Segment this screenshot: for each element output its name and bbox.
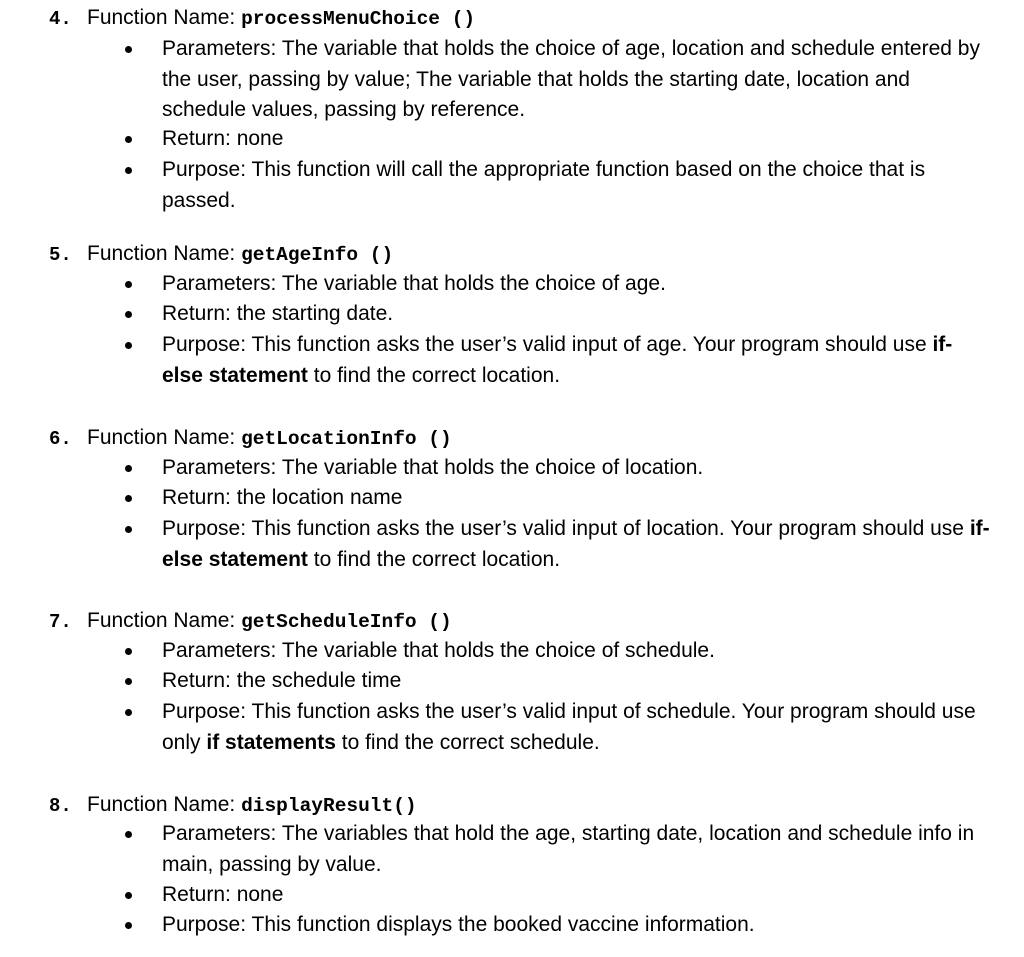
bullet-icon [124,514,134,524]
item-text [162,514,992,575]
item-text: Parameters: The variable that holds the choice of age. [162,272,666,295]
item-text: Return: the schedule time [162,669,402,692]
function-name-code: processMenuChoice () [241,8,476,30]
bullet-icon [124,269,134,279]
item-text-post: to find the correct schedule. [335,730,600,754]
function-name-label: Function Name: [87,426,242,449]
section-heading [49,239,393,269]
item-text-pre: Purpose: This function asks the user’s valid input of location. Your program should use [162,517,970,540]
item-text: Return: the starting date. [162,302,394,325]
bullet-icon [124,697,134,707]
bullet-icon [124,910,134,920]
function-name-label: Function Name: [87,609,242,632]
item-text-post: to find the correct location. [307,547,561,571]
section-number: 7. [49,611,72,633]
bullet-icon [124,880,134,890]
section-number: 4. [49,8,72,30]
function-name-code: displayResult() [241,795,417,817]
bullet-icon [124,483,134,493]
item-text: Purpose: This function will call the appropriate function based on the choice that is passed. [162,158,926,212]
item-text: Purpose: This function displays the booked vaccine information. [162,913,755,936]
bullet-icon [124,453,134,463]
item-text: Parameters: The variable that holds the choice of age, location and schedule entered by the user, passing by value; The variable that holds the starting date, location and schedule values, passing by reference. [162,37,980,121]
item-text: Return: none [162,883,284,906]
section-heading [49,790,417,820]
function-name-label: Function Name: [87,242,242,265]
function-name-code: getAgeInfo () [241,244,394,266]
item-text-keyword: if statements [206,730,336,754]
section-heading [49,606,452,636]
bullet-icon [124,330,134,340]
bullet-icon [124,124,134,134]
function-name-label: Function Name: [87,793,242,816]
item-text-post: to find the correct location. [307,363,561,387]
item-text: Parameters: The variable that holds the choice of location. [162,456,704,479]
section-heading [49,423,452,453]
item-text-pre: Purpose: This function asks the user’s valid input of schedule. Your program should use only [162,700,976,754]
section-number: 8. [49,795,72,817]
bullet-icon [124,155,134,165]
bullet-icon [124,819,134,829]
function-name-code: getLocationInfo () [241,428,452,450]
bullet-icon [124,636,134,646]
item-text-pre: Purpose: This function asks the user’s valid input of age. Your program should use [162,333,933,356]
bullet-icon [124,299,134,309]
section-heading [49,3,475,33]
item-text: Parameters: The variables that hold the age, starting date, location and schedule info in main, passing by value. [162,822,975,876]
function-name-code: getScheduleInfo () [241,611,452,633]
section-number: 6. [49,428,72,450]
function-name-label: Function Name: [87,6,242,29]
item-text [162,697,992,758]
item-text: Return: the location name [162,486,403,509]
section-number: 5. [49,244,72,266]
item-text [162,330,992,391]
item-text-keyword: if-else statement [162,333,953,387]
bullet-icon [124,666,134,676]
bullet-icon [124,34,134,44]
item-text-keyword: if-else statement [162,517,990,571]
item-text: Return: none [162,127,284,150]
item-text: Parameters: The variable that holds the choice of schedule. [162,639,715,662]
